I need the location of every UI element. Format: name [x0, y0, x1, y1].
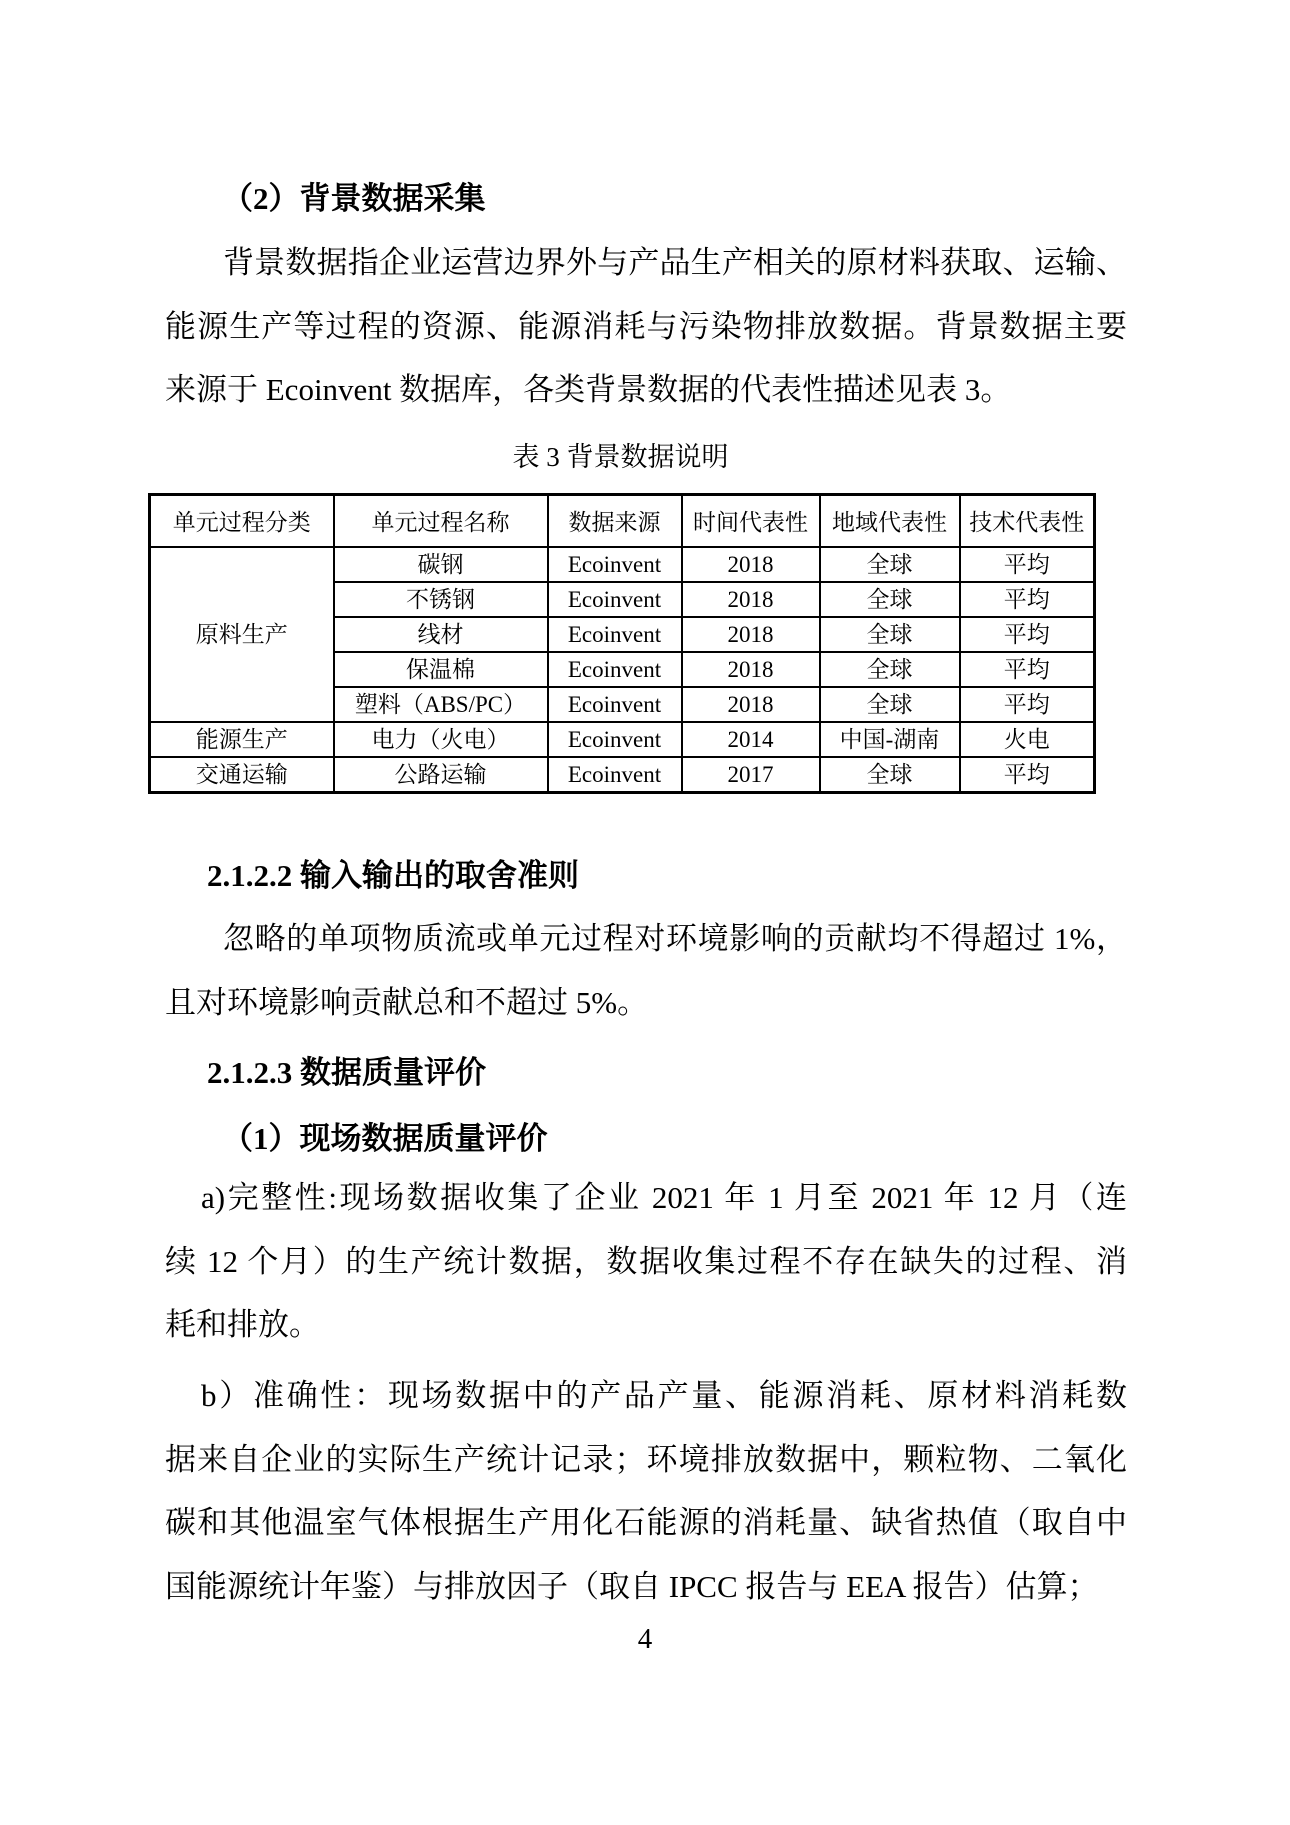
- table-row: [150, 757, 1095, 793]
- table-3-caption: 表 3 背景数据说明: [512, 442, 729, 472]
- heading-cutoff-criteria: 2.1.2.2 输入输出的取舍准则: [207, 858, 579, 893]
- table-cell: Ecoinvent: [548, 687, 682, 722]
- table-cell: 火电: [960, 722, 1095, 757]
- table-cell: 碳钢: [334, 547, 548, 582]
- table-cell: 2014: [682, 722, 820, 757]
- text-line: 背景数据指企业运营边界外与产品生产相关的原材料获取、运输、: [223, 245, 1127, 280]
- text-line: 据来自企业的实际生产统计记录；环境排放数据中，颗粒物、二氧化: [165, 1441, 1127, 1477]
- table-cell: 电力（火电）: [334, 722, 548, 757]
- table-cell: 全球: [820, 547, 960, 582]
- table-header-cell: 数据来源: [548, 495, 682, 547]
- table-cell: 2018: [682, 582, 820, 617]
- paragraph-accuracy: [165, 1364, 1127, 1618]
- table-cell: 公路运输: [334, 757, 548, 793]
- text-line: 碳和其他温室气体根据生产用化石能源的消耗量、缺省热值（取自中: [165, 1505, 1127, 1540]
- table-cell: 全球: [820, 582, 960, 617]
- table-cell: Ecoinvent: [548, 547, 682, 582]
- table-cell: 2018: [682, 617, 820, 652]
- table-cell: 塑料（ABS/PC）: [334, 687, 548, 722]
- table-cell: Ecoinvent: [548, 652, 682, 687]
- table-header-cell: 时间代表性: [682, 495, 820, 547]
- text-line: 续 12 个月）的生产统计数据，数据收集过程不存在缺失的过程、消: [165, 1243, 1127, 1279]
- table-cell-category: 能源生产: [150, 722, 334, 757]
- table-header-cell: 单元过程名称: [334, 495, 548, 547]
- table-cell: 平均: [960, 652, 1095, 687]
- text-line: 来源于 Ecoinvent 数据库，各类背景数据的代表性描述见表 3。: [165, 372, 1012, 407]
- heading-data-quality-evaluation: 2.1.2.3 数据质量评价: [207, 1055, 486, 1090]
- heading-onsite-data-quality: （1）现场数据质量评价: [222, 1121, 548, 1156]
- table-cell: 平均: [960, 757, 1095, 793]
- text-line: 国能源统计年鉴）与排放因子（取自 IPCC 报告与 EEA 报告）估算；: [165, 1568, 1099, 1604]
- table-cell: 全球: [820, 687, 960, 722]
- table-header-row: [150, 495, 1095, 547]
- table-cell: 平均: [960, 687, 1095, 722]
- text-line: b）准确性：现场数据中的产品产量、能源消耗、原材料消耗数: [201, 1378, 1127, 1413]
- table-cell: Ecoinvent: [548, 617, 682, 652]
- table-header-cell: 单元过程分类: [150, 495, 334, 547]
- table-cell-category: 原料生产: [150, 547, 334, 722]
- table-cell: 平均: [960, 617, 1095, 652]
- table-cell: 全球: [820, 652, 960, 687]
- table-cell: 2017: [682, 757, 820, 793]
- table-cell: 全球: [820, 757, 960, 793]
- table-cell-category: 交通运输: [150, 757, 334, 793]
- table-cell: 中国-湖南: [820, 722, 960, 757]
- table-cell: 2018: [682, 652, 820, 687]
- table-header-cell: 技术代表性: [960, 495, 1095, 547]
- page-number: 4: [637, 1623, 653, 1655]
- table-row: [150, 547, 1095, 582]
- table-3-background-data: [148, 493, 1096, 794]
- paragraph-completeness: [165, 1166, 1127, 1357]
- text-line: 耗和排放。: [165, 1307, 320, 1342]
- table-cell: 保温棉: [334, 652, 548, 687]
- table-cell: 平均: [960, 547, 1095, 582]
- table-cell: Ecoinvent: [548, 757, 682, 793]
- paragraph-cutoff-criteria: [165, 907, 1127, 1034]
- table-cell: 平均: [960, 582, 1095, 617]
- table-cell: Ecoinvent: [548, 722, 682, 757]
- table-cell: Ecoinvent: [548, 582, 682, 617]
- text-line: a)完整性:现场数据收集了企业 2021 年 1 月至 2021 年 12 月（连: [201, 1180, 1127, 1215]
- table-row: [150, 722, 1095, 757]
- table-cell: 全球: [820, 617, 960, 652]
- text-line: 能源生产等过程的资源、能源消耗与污染物排放数据。背景数据主要: [165, 308, 1127, 344]
- table-cell: 线材: [334, 617, 548, 652]
- heading-background-data-collection: （2）背景数据采集: [222, 181, 486, 216]
- text-line: 忽略的单项物质流或单元过程对环境影响的贡献均不得超过 1%，: [223, 921, 1127, 956]
- table-header-cell: 地域代表性: [820, 495, 960, 547]
- table-cell: 2018: [682, 687, 820, 722]
- table-cell: 2018: [682, 547, 820, 582]
- paragraph-background-data: [165, 231, 1127, 422]
- text-line: 且对环境影响贡献总和不超过 5%。: [165, 984, 649, 1020]
- table-cell: 不锈钢: [334, 582, 548, 617]
